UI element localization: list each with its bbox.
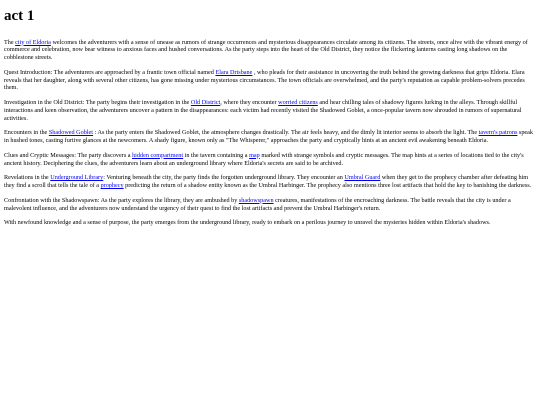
paragraph-text: when they get to the prophecy chamber after defeating him they find a scroll that tells the tale of a [4,174,529,189]
inline-link[interactable]: worried citizens [278,99,318,106]
paragraph-text: welcomes the adventurers with a sense of unease as rumors of strange occurrences and mysterious disappearances circulate among its citizens. The streets, once alive with the vibrant energy of commerce and celebration, now bear witness to anxious faces and hushed conversations. As the party steps into the heart of the Old District, they notice the flickering lanterns casting long shadows on the cobblestone streets. [4,38,528,61]
paragraph-text: Revelations in the [4,174,51,182]
paragraph [4,39,536,62]
inline-link[interactable]: hidden compartment [132,151,184,159]
paragraph [4,129,536,145]
paragraph-text: Encounters in the [4,129,49,137]
paragraph-text: With newfound knowledge and a sense of purpose, the party emerges from the underground library, ready to embark on a perilous journey to unravel the mysteries hidden within Eldoria's shadows. [4,219,491,227]
inline-link[interactable]: Shadowed Goblet [48,129,94,137]
paragraph [4,69,536,92]
paragraph-text: Quest Introduction: The adventurers are approached by a frantic town official named [4,68,216,76]
paragraph-text: , where they encounter [220,99,279,106]
page-title: act 1 [4,8,35,24]
paragraph [4,99,536,122]
paragraph [4,152,536,168]
paragraph-text: The [4,38,16,46]
inline-link[interactable]: Underground Library [50,174,104,182]
inline-link[interactable]: prophecy [100,182,124,189]
paragraph-text: predicting the return of a shadow entity known as the Umbral Harbinger. The prophecy also mentions three lost artifacts that hold the key to banishing the darkness. [123,182,532,189]
inline-link[interactable]: city of Eldoria [15,38,51,46]
paragraph-text: Confrontation with the Shadowspawn: As the party explores the library, they are ambushed by [4,196,239,204]
document-body [4,39,536,228]
paragraph-text: creatures, manifestations of the encroaching darkness. The battle reveals that the city is under a malevolent influence, and the adventurers now understand the urgency of their quest to find the lost artifacts and prevent the Umbral Harbinger's return. [4,196,511,212]
inline-link[interactable]: tavern's patrons [478,129,518,137]
paragraph-text: : Venturing beneath the city, the party finds the forgotten underground library. They encounter an [103,174,345,182]
paragraph-text: and hear chilling tales of shadowy figures lurking in the alleys. Through skillful interactions and keen observation, the adventurers uncover a pattern in the disappearances: each victim had recently visited the Shadowed Goblet, a once-popular tavern now shrouded in rumors of supernatural activities. [4,99,522,122]
paragraph [4,219,536,227]
inline-link[interactable]: Elara Drisbane [215,68,253,76]
inline-link[interactable]: map [249,151,260,159]
paragraph-text: , who pleads for their assistance in uncovering the truth behind the growing darkness that grips Eldoria. Elara reveals that her daughter, along with several other citizens, has gone missing under mysterious circumstances. The town officials are overwhelmed, and the party's reputation as capable problem-solvers precedes them. [4,68,525,92]
paragraph-text: in the tavern containing a [183,151,250,159]
paragraph-text: speak in hushed tones, casting furtive glances at the newcomers. A shady figure, known only as "The Whisperer," approaches the party and cryptically hints at an ancient evil awakening beneath Eldoria. [4,129,534,144]
inline-link[interactable]: shadowspawn [238,196,274,204]
paragraph-text: Investigation in the Old District: The party begins their investigation in the [4,99,191,106]
paragraph-text: marked with strange symbols and cryptic messages. The map hints at a series of locations tied to the city's ancient history. Deciphering the clues, the adventurers learn about an underground library where Eldoria's secrets are said to be archived. [4,151,524,167]
paragraph [4,174,536,190]
paragraph-text: Clues and Cryptic Messages: The party discovers a [4,151,133,159]
paragraph-text: : As the party enters the Shadowed Goblet, the atmosphere changes drastically. The air feels heavy, and the dimly lit interior seems to absorb the light. The [93,129,479,137]
inline-link[interactable]: Umbral Guard [344,174,381,182]
inline-link[interactable]: Old District [190,99,221,106]
paragraph [4,197,536,213]
